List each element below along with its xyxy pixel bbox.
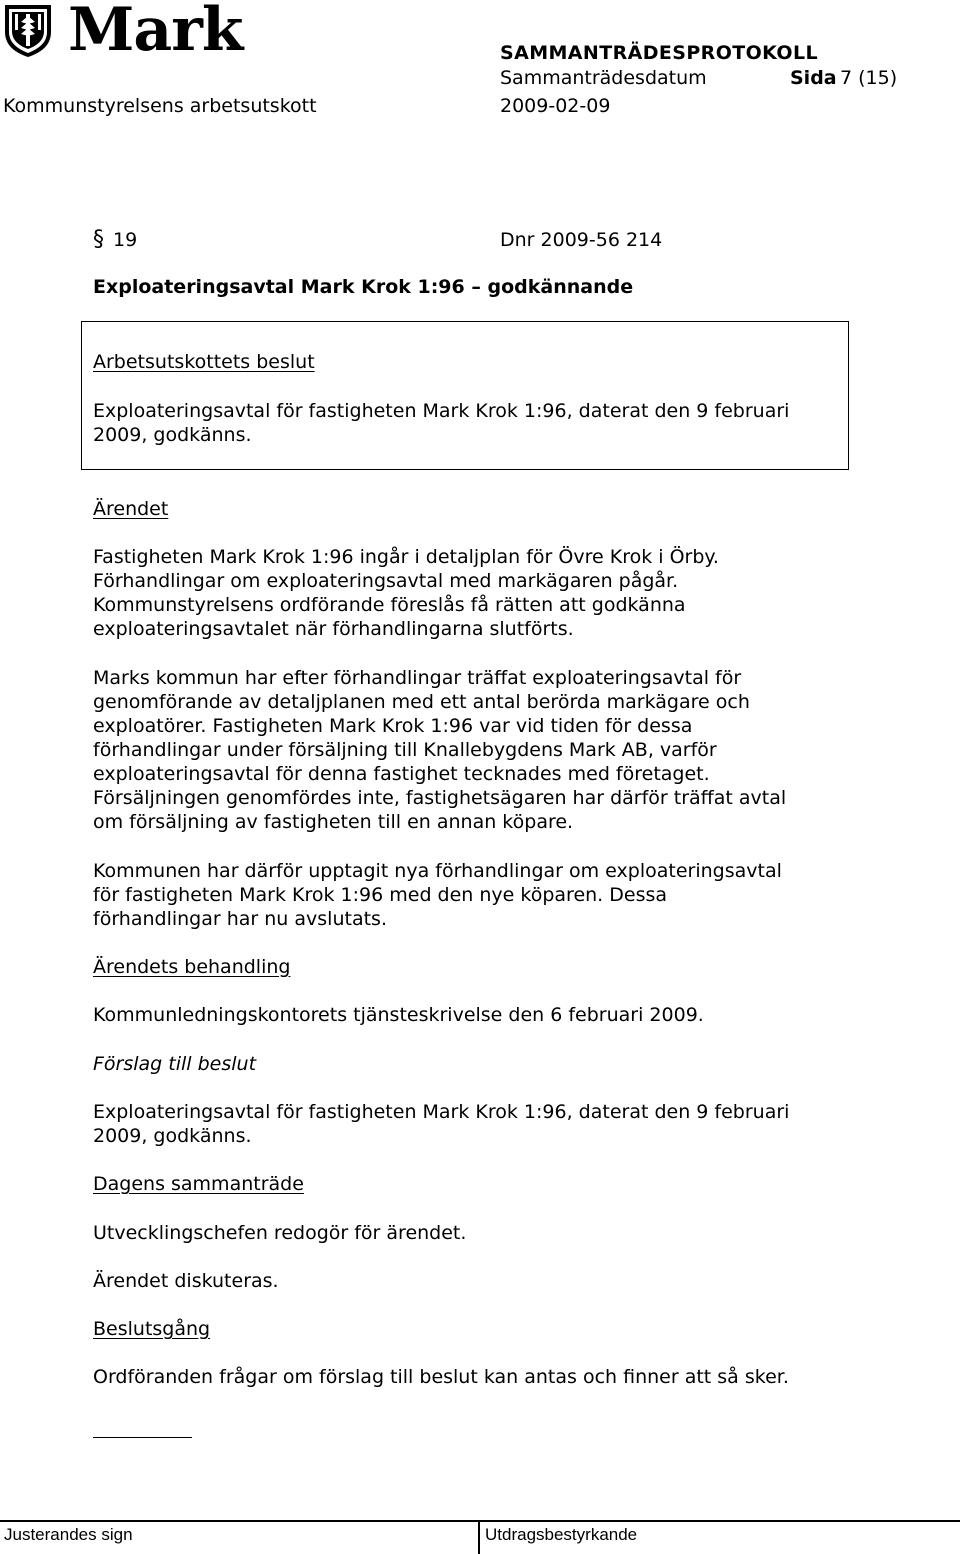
paragraph-line: för fastigheten Mark Krok 1:96 med den nye köparen. Dessa — [93, 884, 668, 906]
meeting-date: 2009-02-09 — [500, 95, 611, 117]
procedure-text: Ordföranden frågar om förslag till beslut kan antas och finner att så sker. — [93, 1366, 789, 1388]
paragraph-line: exploateringsavtalet när förhandlingarna slutförts. — [93, 618, 574, 640]
paragraph-line: exploatörer. Fastigheten Mark Krok 1:96 var vid tiden för dessa — [93, 715, 693, 737]
reference-number: Dnr 2009-56 214 — [500, 229, 663, 251]
document-type: SAMMANTRÄDESPROTOKOLL — [500, 42, 818, 64]
procedure-heading: Beslutsgång — [93, 1318, 211, 1340]
section-symbol: § — [93, 227, 104, 252]
paragraph-line: Kommunen har därför upptagit nya förhandlingar om exploateringsavtal — [93, 860, 782, 882]
logo-wordmark: Mark — [68, 0, 243, 65]
item-number: 19 — [113, 229, 138, 251]
paragraph-line: förhandlingar under försäljning till Knallebygdens Mark AB, varför — [93, 739, 717, 761]
proposal-line: Exploateringsavtal för fastigheten Mark Krok 1:96, daterat den 9 februari — [93, 1101, 790, 1123]
meeting-heading: Dagens sammanträde — [93, 1173, 304, 1195]
footer-certification-label: Utdragsbestyrkande — [485, 1525, 638, 1544]
proposal-line: 2009, godkänns. — [93, 1125, 252, 1147]
meeting-line: Ärendet diskuteras. — [93, 1270, 279, 1292]
paragraph-line: Kommunstyrelsens ordförande föreslås få rätten att godkänna — [93, 594, 686, 616]
decision-line: Exploateringsavtal för fastigheten Mark Krok 1:96, daterat den 9 februari — [93, 400, 790, 422]
paragraph-line: Förhandlingar om exploateringsavtal med markägaren pågår. — [93, 570, 679, 592]
handling-text: Kommunledningskontorets tjänsteskrivelse den 6 februari 2009. — [93, 1004, 704, 1026]
footer-signature-label: Justerandes sign — [4, 1525, 133, 1544]
paragraph-line: Försäljningen genomfördes inte, fastighetsägaren har därför träffat avtal — [93, 787, 787, 809]
meeting-date-label: Sammanträdesdatum — [500, 67, 707, 89]
decision-heading: Arbetsutskottets beslut — [93, 351, 315, 373]
proposal-heading: Förslag till beslut — [93, 1053, 257, 1075]
footer-divider — [478, 1521, 480, 1554]
decision-box — [81, 321, 849, 470]
paragraph-line: Fastigheten Mark Krok 1:96 ingår i detaljplan för Övre Krok i Örby. — [93, 546, 719, 568]
handling-heading: Ärendets behandling — [93, 956, 291, 978]
paragraph-line: genomförande av detaljplanen med ett antal berörda markägare och — [93, 691, 750, 713]
paragraph-line: förhandlingar har nu avslutats. — [93, 908, 387, 930]
item-title: Exploateringsavtal Mark Krok 1:96 – godkännande — [93, 276, 634, 298]
page-number: 7 (15) — [840, 67, 898, 89]
body-name: Kommunstyrelsens arbetsutskott — [3, 95, 317, 117]
matter-heading: Ärendet — [93, 498, 169, 520]
footer-rule — [0, 1520, 960, 1522]
paragraph-line: exploateringsavtal för denna fastighet tecknades med företaget. — [93, 763, 710, 785]
meeting-line: Utvecklingschefen redogör för ärendet. — [93, 1222, 467, 1244]
municipal-coat-of-arms-icon — [2, 2, 54, 58]
paragraph-line: Marks kommun har efter förhandlingar träffat exploateringsavtal för — [93, 667, 742, 689]
page-label: Sida — [790, 67, 837, 89]
decision-line: 2009, godkänns. — [93, 424, 252, 446]
paragraph-line: om försäljning av fastigheten till en annan köpare. — [93, 811, 574, 833]
signature-line — [93, 1437, 192, 1438]
